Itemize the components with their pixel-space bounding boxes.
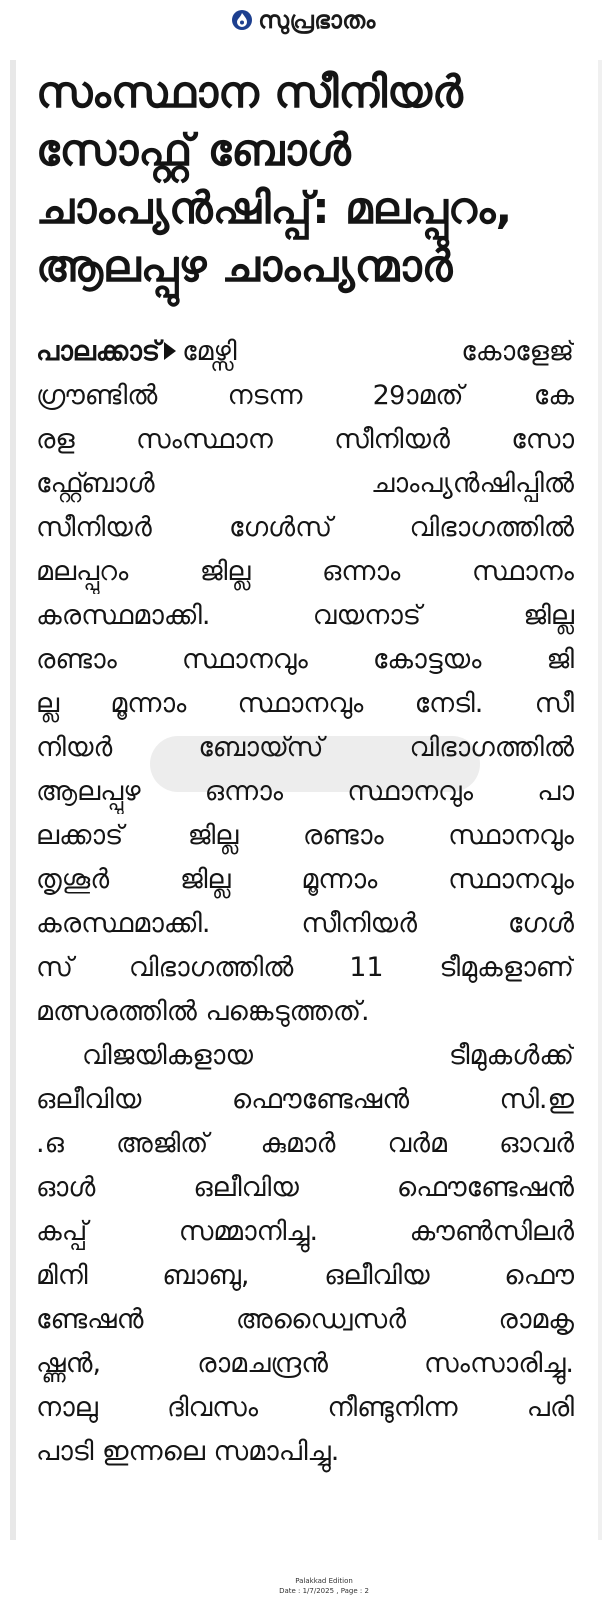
article-text: മേഴ്സി കോളേജ്: [182, 336, 574, 367]
article-line: ഒലീവിയ ഫൌണ്ടേഷൻ സി.ഇ: [36, 1084, 574, 1115]
article-body: [36, 330, 574, 1474]
article-line: സീനിയർ ഗേൾസ് വിഭാഗത്തിൽ: [36, 512, 574, 543]
headline-line: ആലപ്പുഴ ചാംപ്യന്മാർ: [36, 241, 453, 292]
headline-line: സോഫ്റ്റ് ബോൾ: [36, 125, 351, 176]
article-line: കരസ്ഥമാക്കി. സീനിയർ ഗേൾ: [36, 908, 574, 939]
article-line: രള സംസ്ഥാന സീനിയർ സോ: [36, 424, 574, 455]
article-line: രണ്ടാം സ്ഥാനവും കോട്ടയം ജി: [36, 644, 574, 675]
edition-label: Palakkad Edition: [295, 1577, 353, 1585]
article-line: ഷ്ണൻ, രാമചന്ദ്രൻ സംസാരിച്ചു.: [36, 1348, 574, 1379]
article-line: [36, 330, 574, 374]
page-footer: [0, 1576, 608, 1596]
headline-line: സംസ്ഥാന സീനിയർ: [36, 67, 463, 118]
flame-logo-icon: [232, 10, 252, 30]
article-line: .ഒ അജിത് കുമാർ വർമ ഓവർ: [36, 1128, 574, 1159]
headline: [36, 64, 576, 296]
article-line: ഗ്രൗണ്ടിൽ നടന്ന 29ാമത് കേ: [36, 380, 574, 411]
article-line: നിയർ ബോയ്സ് വിഭാഗത്തിൽ: [36, 732, 574, 763]
article-line: സ് വിഭാഗത്തിൽ 11 ടീമുകളാണ്: [36, 952, 574, 983]
article-line: ഫ്റ്റ്ബോൾ ചാംപ്യൻഷിപ്പിൽ: [36, 468, 574, 499]
article-line: പാടി ഇന്നലെ സമാപിച്ചു.: [36, 1436, 340, 1467]
dateline: പാലക്കാട്: [36, 336, 161, 367]
left-margin-rule: [10, 60, 16, 1540]
article-line: മിനി ബാബു, ഒലീവിയ ഫൌ: [36, 1260, 574, 1291]
article-line: തൃശൂർ ജില്ല മൂന്നാം സ്ഥാനവും: [36, 864, 574, 895]
headline-line: ചാംപ്യൻഷിപ്പ്: മലപ്പുറം,: [36, 183, 513, 234]
article-line: ല്ല മൂന്നാം സ്ഥാനവും നേടി. സീ: [36, 688, 574, 719]
article-line: ആലപ്പുഴ ഒന്നാം സ്ഥാനവും പാ: [36, 776, 574, 807]
masthead: [0, 0, 608, 40]
right-margin-rule: [598, 60, 602, 1540]
article-line: മലപ്പുറം ജില്ല ഒന്നാം സ്ഥാനം: [36, 556, 574, 587]
article-line: കരസ്ഥമാക്കി. വയനാട് ജില്ല: [36, 600, 574, 631]
article-line: ണ്ടേഷൻ അഡ്വൈസർ രാമകൃ: [36, 1304, 574, 1335]
article-line: കപ്പ് സമ്മാനിച്ചു. കൗൺസിലർ: [36, 1216, 574, 1247]
article-line: നാലു ദിവസം നീണ്ടുനിന്ന പരി: [36, 1392, 574, 1423]
triangle-right-icon: [164, 342, 176, 360]
date-page-label: Date : 1/7/2025 , Page : 2: [279, 1587, 369, 1595]
article-line: ഓൾ ഒലീവിയ ഫൌണ്ടേഷൻ: [36, 1172, 574, 1203]
article-line: മത്സരത്തിൽ പങ്കെടുത്തത്.: [36, 996, 370, 1027]
article-line: ലക്കാട് ജില്ല രണ്ടാം സ്ഥാനവും: [36, 820, 574, 851]
article-line: വിജയികളായ ടീമുകൾക്ക്: [82, 1040, 574, 1071]
newspaper-title: സുപ്രഭാതം: [258, 6, 376, 34]
